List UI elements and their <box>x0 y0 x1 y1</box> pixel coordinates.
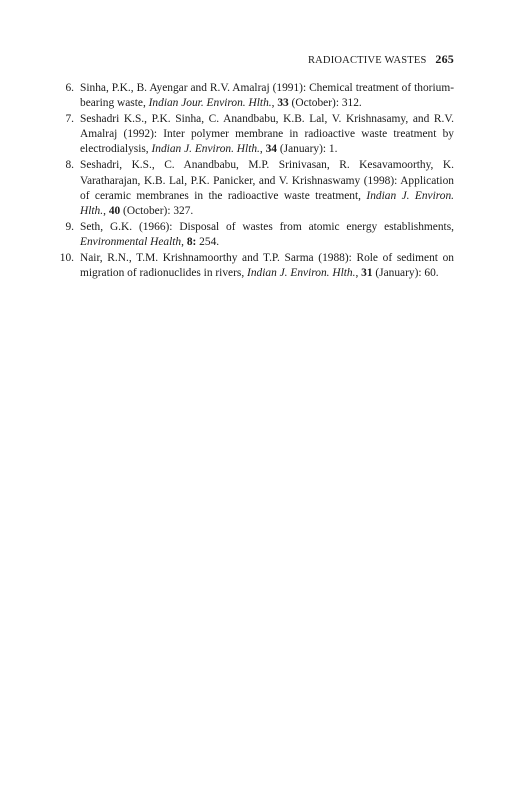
reference-separator: , <box>271 97 278 110</box>
reference-authors: Seth, G.K. (1966): Disposal of wastes from atomic energy establishments, <box>80 220 454 233</box>
reference-issue-pages: 254. <box>196 235 220 248</box>
reference-journal: Indian J. Environ. Hlth. <box>247 267 356 280</box>
reference-item <box>0 81 516 111</box>
reference-authors: Sinha, P.K., B. Ayengar and R.V. Amalraj (1991): Chemical treatment of thorium-bearing waste, <box>80 82 454 110</box>
reference-separator: , <box>181 235 187 248</box>
running-head-title: RADIOACTIVE WASTES <box>307 55 427 66</box>
reference-issue-pages: (January): 1. <box>277 143 338 156</box>
reference-list <box>0 81 516 282</box>
reference-volume: 8: <box>186 235 197 248</box>
reference-journal: Indian J. Environ. Hlth. <box>80 189 454 217</box>
reference-item <box>0 112 516 157</box>
reference-item <box>0 220 516 250</box>
reference-volume: 40 <box>108 204 121 217</box>
reference-issue-pages: (October): 312. <box>288 97 362 110</box>
reference-journal: Indian Jour. Environ. Hlth. <box>148 97 272 110</box>
reference-journal: Environmental Health <box>80 235 182 248</box>
reference-item <box>0 158 516 218</box>
reference-volume: 31 <box>361 267 373 280</box>
reference-journal: Indian J. Environ. Hlth. <box>151 143 260 156</box>
reference-issue-pages: (January): 60. <box>372 267 439 280</box>
reference-separator: , <box>259 143 266 156</box>
running-head <box>308 52 454 67</box>
page-number: 265 <box>435 52 454 66</box>
reference-volume: 34 <box>265 143 277 156</box>
reference-issue-pages: (October): 327. <box>120 204 194 217</box>
reference-number: 7. <box>65 113 74 126</box>
reference-separator: , <box>355 267 362 280</box>
reference-number: 6. <box>65 82 74 94</box>
reference-number: 10. <box>59 252 74 265</box>
reference-authors: Seshadri K.S., P.K. Sinha, C. Anandbabu, K.B. Lal, V. Krishnasamy, and R.V. Amalraj (1992): Inter polymer membrane in radioactive waste treatment by electrodialysis, <box>80 113 454 156</box>
reference-number: 8. <box>65 159 74 172</box>
reference-separator: , <box>103 204 109 217</box>
reference-number: 9. <box>65 220 74 233</box>
reference-authors: Nair, R.N., T.M. Krishnamoorthy and T.P. Sarma (1988): Role of sediment on migration of radionuclides in rivers, <box>80 252 454 280</box>
reference-item <box>0 251 516 281</box>
reference-authors: Seshadri, K.S., C. Anandbabu, M.P. Srinivasan, R. Kesavamoorthy, K. Varatharajan, K.B. Lal, P.K. Panicker, and V. Krishnaswamy (1998): Application of ceramic membranes in the radioactive waste treatment, <box>80 159 454 202</box>
reference-volume: 33 <box>277 97 289 110</box>
